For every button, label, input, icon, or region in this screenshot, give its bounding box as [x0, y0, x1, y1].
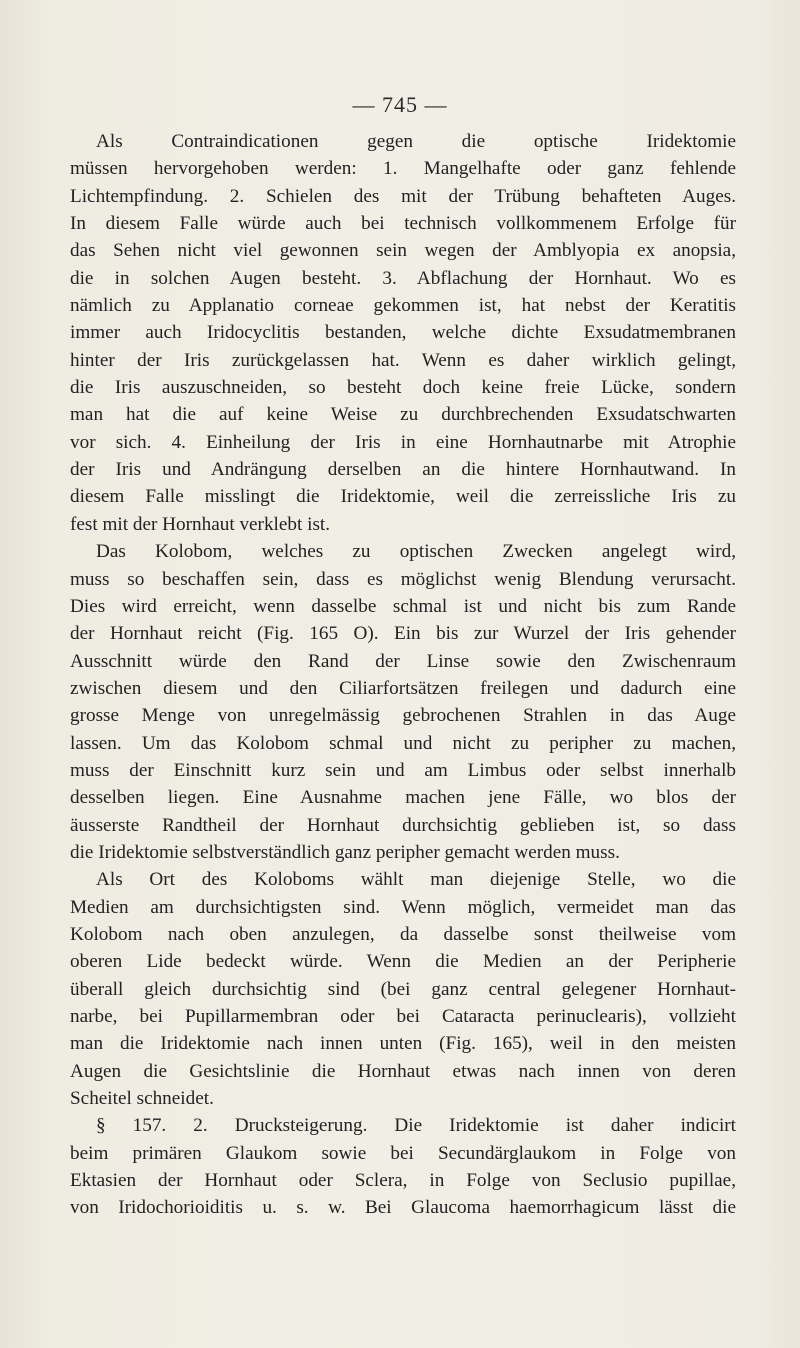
text-line: In diesem Falle würde auch bei technisch vollkommenem Erfolge für — [70, 213, 736, 235]
text-line: beim primären Glaukom sowie bei Secundärglaukom in Folge von — [70, 1142, 736, 1164]
text-line: müssen hervorgehoben werden: 1. Mangelhafte oder ganz fehlende — [70, 158, 736, 180]
page-number-header: — 745 — — [352, 92, 448, 117]
text-line: der Hornhaut reicht (Fig. 165 O). Ein bis zur Wurzel der Iris gehender — [70, 623, 736, 645]
text-line: Als Contraindicationen gegen die optische Iridektomie — [96, 131, 736, 152]
text-line: nämlich zu Applanatio corneae gekommen ist, hat nebst der Keratitis — [70, 295, 736, 317]
text-line: die in solchen Augen besteht. 3. Abflachung der Hornhaut. Wo es — [70, 267, 736, 289]
text-line: man hat die auf keine Weise zu durchbrechenden Exsudatschwarten — [70, 404, 736, 426]
text-line: § 157. 2. Drucksteigerung. Die Iridektomie ist daher indicirt — [96, 1115, 736, 1137]
text-line: der Iris und Andrängung derselben an die hintere Hornhautwand. In — [70, 459, 736, 481]
text-line: äusserste Randtheil der Hornhaut durchsichtig geblieben ist, so dass — [70, 814, 736, 836]
text-line: vor sich. 4. Einheilung der Iris in eine Hornhautnarbe mit Atrophie — [70, 431, 736, 453]
text-line: von Iridochorioiditis u. s. w. Bei Glaucoma haemorrhagicum lässt die — [70, 1197, 736, 1219]
body-text — [70, 128, 736, 1222]
text-line: narbe, bei Pupillarmembran oder bei Cataracta perinuclearis), vollzieht — [70, 1006, 736, 1027]
text-line: die Iridektomie selbstverständlich ganz peripher gemacht werden muss. — [70, 841, 620, 863]
text-line: muss der Einschnitt kurz sein und am Limbus oder selbst innerhalb — [70, 759, 736, 781]
text-line: Dies wird erreicht, wenn dasselbe schmal ist und nicht bis zum Rande — [70, 595, 736, 617]
text-line: Ausschnitt würde den Rand der Linse sowie den Zwischenraum — [70, 650, 736, 672]
text-line: Das Kolobom, welches zu optischen Zwecken angelegt wird, — [96, 541, 736, 563]
text-line: die Iris auszuschneiden, so besteht doch keine freie Lücke, sondern — [70, 377, 736, 399]
text-line: Augen die Gesichtslinie die Hornhaut etwas nach innen von deren — [70, 1060, 736, 1082]
text-line: Scheitel schneidet. — [70, 1088, 214, 1110]
text-line: zwischen diesem und den Ciliarfortsätzen freilegen und dadurch eine — [70, 677, 736, 699]
text-line: diesem Falle misslingt die Iridektomie, weil die zerreissliche Iris zu — [70, 486, 736, 508]
text-line: grosse Menge von unregelmässig gebrochenen Strahlen in das Auge — [70, 705, 736, 727]
text-line: Medien am durchsichtigsten sind. Wenn möglich, vermeidet man das — [70, 896, 736, 918]
text-line: immer auch Iridocyclitis bestanden, welche dichte Exsudatmembranen — [70, 322, 736, 344]
text-line: Ektasien der Hornhaut oder Sclera, in Folge von Seclusio pupillae, — [70, 1170, 736, 1192]
text-line: hinter der Iris zurückgelassen hat. Wenn es daher wirklich gelingt, — [70, 349, 736, 371]
text-line: überall gleich durchsichtig sind (bei ganz central gelegener Hornhaut- — [70, 978, 736, 1000]
text-line: Lichtempfindung. 2. Schielen des mit der Trübung behafteten Auges. — [70, 185, 736, 207]
text-line: fest mit der Hornhaut verklebt ist. — [70, 513, 331, 535]
text-line: lassen. Um das Kolobom schmal und nicht zu peripher zu machen, — [70, 732, 736, 754]
text-line: oberen Lide bedeckt würde. Wenn die Medien an der Peripherie — [70, 951, 736, 973]
text-line: Als Ort des Koloboms wählt man diejenige Stelle, wo die — [96, 869, 736, 891]
text-line: Kolobom nach oben anzulegen, da dasselbe sonst theilweise vom — [70, 923, 736, 945]
text-line: man die Iridektomie nach innen unten (Fig. 165), weil in den meisten — [70, 1033, 736, 1055]
text-line: desselben liegen. Eine Ausnahme machen jene Fälle, wo blos der — [70, 787, 736, 809]
text-line: das Sehen nicht viel gewonnen sein wegen der Amblyopia ex anopsia, — [70, 240, 736, 262]
text-line: muss so beschaffen sein, dass es möglichst wenig Blendung verursacht. — [70, 568, 736, 590]
